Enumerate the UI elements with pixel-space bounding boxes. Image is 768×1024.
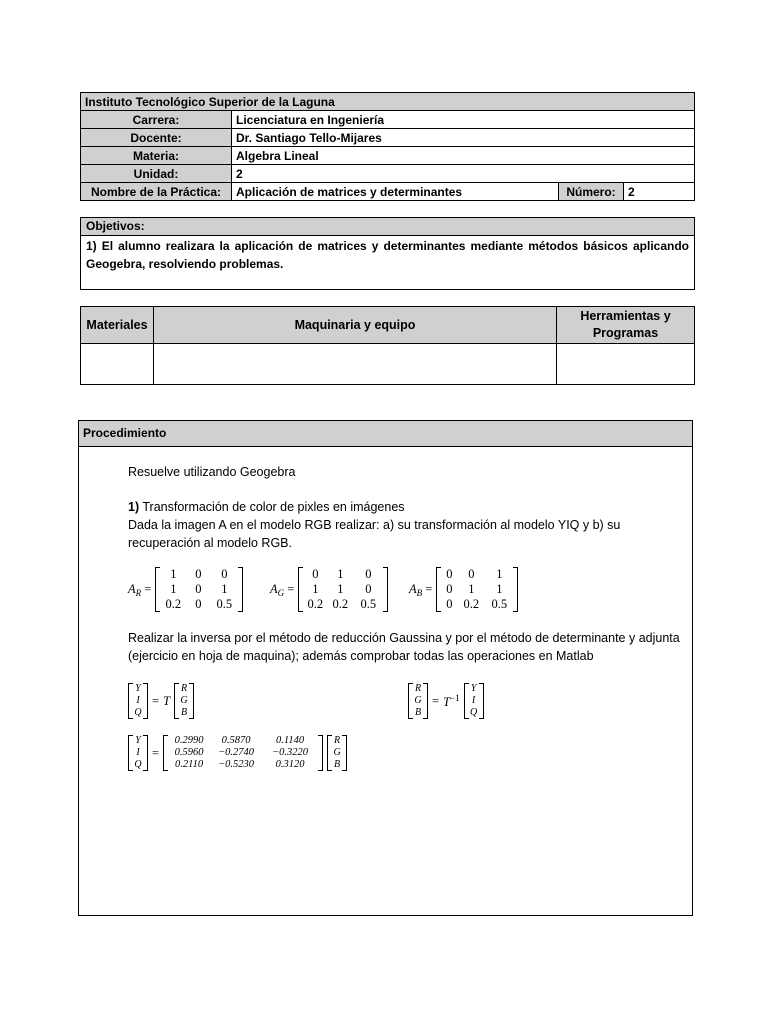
rgb-cell-0-0: R — [180, 683, 188, 694]
objectives-box — [80, 217, 695, 290]
objectives-title: Objetivos: — [81, 218, 694, 236]
ag-cell-0-1: 1 — [337, 567, 344, 581]
materials-cell — [81, 344, 154, 385]
rgb-cell-1-0: G — [414, 695, 422, 706]
ag-cell-0-0: 0 — [312, 567, 319, 581]
yiq-cell-2-0: Q — [134, 707, 142, 718]
ar-cell-0-1: 0 — [195, 567, 202, 581]
matrix-ag — [270, 567, 388, 612]
ar-cell-2-2: 0.5 — [216, 597, 233, 611]
subject-value: Algebra Lineal — [232, 147, 695, 165]
subject-label: Materia: — [81, 147, 232, 165]
ab-cell-2-2: 0.5 — [491, 597, 508, 611]
unit-value: 2 — [232, 165, 695, 183]
procedure-intro: Resuelve utilizando Geogebra — [128, 465, 296, 479]
t-cell-1-1: −0.2740 — [218, 747, 255, 758]
t-inverse-symbol: $T^{-1}$ — [443, 692, 460, 709]
machinery-cell — [154, 344, 557, 385]
ar-cell-0-0: 1 — [170, 567, 177, 581]
procedure-title: Procedimiento — [79, 421, 692, 447]
procedure-instruction: Realizar la inversa por el método de reducción Gaussina y por el método de determinante y adjunta (ejercicio en hoja de maquina); además comprobar todas las operaciones en Matlab — [128, 631, 680, 663]
t-cell-2-1: −0.5230 — [218, 759, 255, 770]
machinery-header: Maquinaria y equipo — [154, 307, 557, 344]
item-number: 1) — [128, 500, 140, 514]
materials-table — [80, 306, 695, 385]
yiq-cell-0-0: Y — [470, 683, 477, 694]
t-cell-1-0: 0.5960 — [174, 747, 204, 758]
rgb-cell-0-0: R — [414, 683, 422, 694]
tools-header: Herramientas y Programas — [557, 307, 695, 344]
ag-cell-2-0: 0.2 — [307, 597, 324, 611]
ag-cell-1-2: 0 — [365, 582, 372, 596]
institution-name: Instituto Tecnológico Superior de la Laguna — [81, 93, 695, 111]
yiq-cell-1-0: I — [136, 747, 140, 758]
yiq-cell-1-0: I — [136, 695, 140, 706]
t-cell-0-2: 0.1140 — [276, 735, 305, 746]
number-label: Número: — [559, 183, 624, 201]
tools-cell — [557, 344, 695, 385]
yiq-cell-0-0: Y — [135, 683, 141, 694]
t-cell-1-2: −0.3220 — [272, 747, 309, 758]
ar-cell-2-1: 0 — [195, 597, 202, 611]
ab-cell-0-2: 1 — [496, 567, 503, 581]
ar-cell-1-0: 1 — [170, 582, 177, 596]
t-cell-0-0: 0.2990 — [174, 735, 204, 746]
ar-cell-1-1: 0 — [195, 582, 202, 596]
equation-rgb-tinv-yiq: R G B = $T^{-1}$ Y I Q — [408, 683, 484, 719]
procedure-box — [78, 420, 693, 916]
rgb-cell-2-0: B — [334, 759, 341, 770]
ab-cell-0-0: 0 — [446, 567, 453, 581]
ab-cell-0-1: 0 — [468, 567, 475, 581]
materials-header: Materiales — [81, 307, 154, 344]
matrix-ag-label: $A_G$ = — [270, 581, 295, 598]
matrix-ar — [128, 567, 243, 612]
number-value: 2 — [624, 183, 695, 201]
objectives-text: 1) El alumno realizara la aplicación de matrices y determinantes mediante métodos básicos aplicando Geogebra, resolviendo problemas. — [86, 239, 689, 271]
career-label: Carrera: — [81, 111, 232, 129]
item-title: Transformación de color de pixles en imágenes — [139, 500, 405, 514]
rgb-cell-0-0: R — [334, 735, 341, 746]
yiq-cell-0-0: Y — [135, 735, 141, 746]
ar-cell-1-2: 1 — [221, 582, 228, 596]
ag-cell-2-2: 0.5 — [360, 597, 377, 611]
yiq-cell-2-0: Q — [134, 759, 142, 770]
rgb-cell-1-0: G — [333, 747, 341, 758]
teacher-value: Dr. Santiago Tello-Mijares — [232, 129, 695, 147]
ag-cell-2-1: 0.2 — [332, 597, 349, 611]
t-cell-2-2: 0.3120 — [275, 759, 305, 770]
ag-cell-0-2: 0 — [365, 567, 372, 581]
ar-cell-2-0: 0.2 — [165, 597, 182, 611]
procedure-item-1 — [128, 498, 683, 552]
rgb-cell-2-0: B — [180, 707, 188, 718]
t-cell-2-0: 0.2110 — [175, 759, 204, 770]
equation-yiq-t-rgb: Y I Q = T R G B — [128, 683, 194, 719]
equation-t-matrix: Y I Q = 0.2990 0.5870 0.1140 0.5960 −0.2740 −0.3220 0.2110 −0.5230 0.3120 R G B — [128, 735, 347, 771]
rgb-cell-2-0: B — [414, 707, 422, 718]
ar-cell-0-2: 0 — [221, 567, 228, 581]
practice-name-value: Aplicación de matrices y determinantes — [232, 183, 559, 201]
matrix-ar-label: $A_R$ = — [128, 581, 152, 598]
yiq-cell-1-0: I — [471, 695, 476, 706]
unit-label: Unidad: — [81, 165, 232, 183]
ab-cell-1-1: 1 — [468, 582, 475, 596]
item-description: Dada la imagen A en el modelo RGB realizar: a) su transformación al modelo YIQ y b) su recuperación al modelo RGB. — [128, 518, 621, 550]
ab-cell-1-0: 0 — [446, 582, 453, 596]
ab-cell-2-0: 0 — [446, 597, 453, 611]
practice-name-label: Nombre de la Práctica: — [81, 183, 232, 201]
matrix-ab-label: $A_B$ = — [409, 581, 433, 598]
t-cell-0-1: 0.5870 — [221, 735, 251, 746]
header-table — [80, 92, 695, 201]
rgb-cell-1-0: G — [180, 695, 188, 706]
yiq-cell-2-0: Q — [469, 707, 478, 718]
ag-cell-1-1: 1 — [337, 582, 344, 596]
matrix-ab — [409, 567, 518, 612]
t-symbol: T — [163, 693, 171, 708]
career-value: Licenciatura en Ingeniería — [232, 111, 695, 129]
ab-cell-2-1: 0.2 — [463, 597, 480, 611]
ag-cell-1-0: 1 — [312, 582, 319, 596]
teacher-label: Docente: — [81, 129, 232, 147]
ab-cell-1-2: 1 — [496, 582, 503, 596]
